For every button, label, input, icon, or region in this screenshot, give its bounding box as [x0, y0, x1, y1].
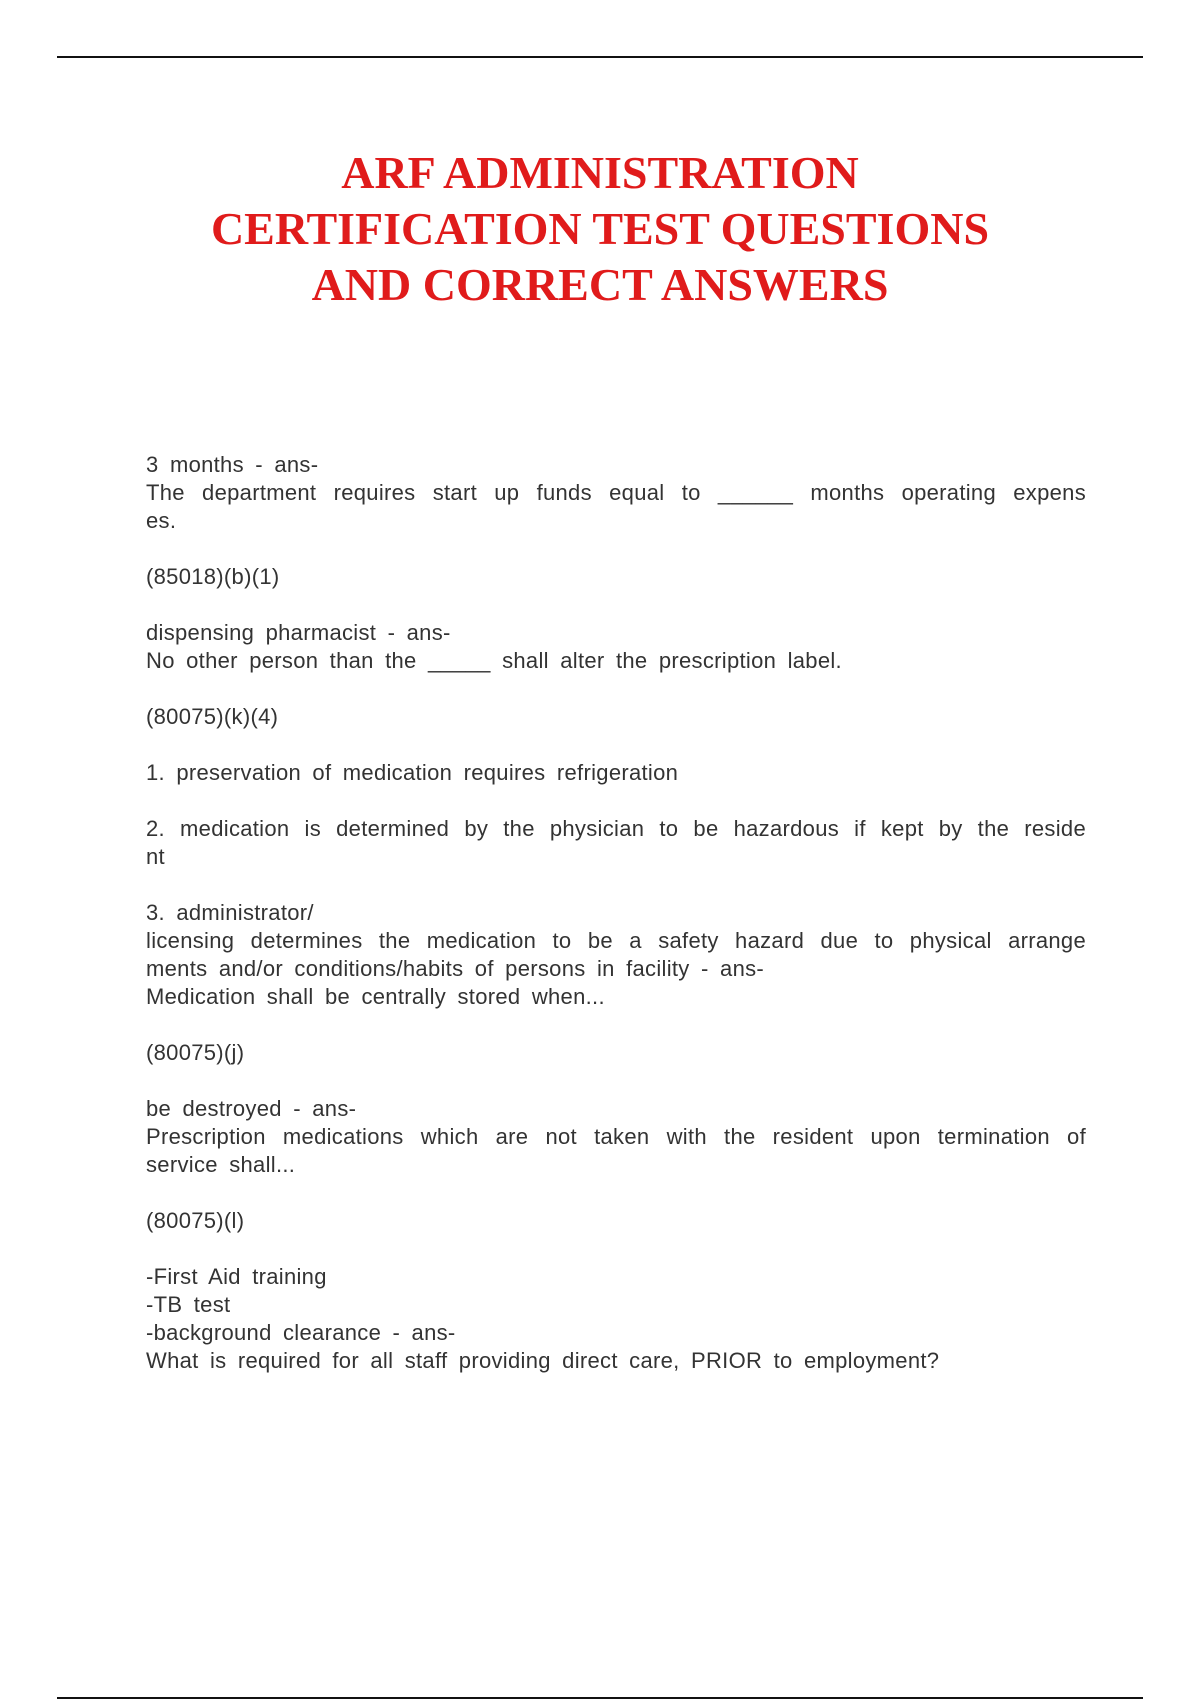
question-line: The department requires start up funds equal to ______ months operating expens [146, 480, 1086, 505]
reference-line: (80075)(k)(4) [146, 704, 279, 729]
reference-code-85018 [146, 563, 1086, 591]
reference-code-80075-k4 [146, 703, 1086, 731]
document-body [146, 451, 1086, 1375]
list-line: 2. medication is determined by the physician to be hazardous if kept by the reside [146, 816, 1086, 841]
flashcard-start-up-funds [146, 451, 1086, 535]
question-line: service shall... [146, 1152, 296, 1177]
title-line-2: CERTIFICATION TEST QUESTIONS [210, 203, 990, 254]
flashcard-staff-requirements [146, 1263, 1086, 1375]
reference-code-80075-l [146, 1207, 1086, 1235]
question-line: es. [146, 508, 177, 533]
list-item-hazardous [146, 815, 1086, 871]
top-rule [57, 56, 1143, 58]
reference-line: (85018)(b)(1) [146, 564, 280, 589]
document-title [100, 145, 1100, 313]
question-line: Prescription medications which are not taken with the resident upon termination of [146, 1124, 1086, 1149]
answer-line: ments and/or conditions/habits of persons in facility - ans- [146, 956, 765, 981]
reference-code-80075-j [146, 1039, 1086, 1067]
answer-line: -First Aid training [146, 1264, 327, 1289]
question-line: What is required for all staff providing direct care, PRIOR to employment? [146, 1348, 940, 1373]
answer-line: -background clearance - ans- [146, 1320, 456, 1345]
answer-line: -TB test [146, 1292, 231, 1317]
answer-line: licensing determines the medication to be a safety hazard due to physical arrange [146, 928, 1086, 953]
question-line: Medication shall be centrally stored when... [146, 984, 605, 1009]
title-line-3: AND CORRECT ANSWERS [311, 259, 889, 310]
list-item-refrigeration [146, 759, 1086, 787]
flashcard-destroyed [146, 1095, 1086, 1179]
list-line: 1. preservation of medication requires refrigeration [146, 760, 679, 785]
answer-line: dispensing pharmacist - ans- [146, 620, 451, 645]
flashcard-central-storage [146, 899, 1086, 1011]
flashcard-prescription-label [146, 619, 1086, 675]
title-line-1: ARF ADMINISTRATION [341, 147, 859, 198]
list-line: 3. administrator/ [146, 900, 314, 925]
bottom-rule [57, 1697, 1143, 1699]
question-line: No other person than the _____ shall alter the prescription label. [146, 648, 842, 673]
answer-line: be destroyed - ans- [146, 1096, 357, 1121]
list-line: nt [146, 844, 165, 869]
reference-line: (80075)(j) [146, 1040, 245, 1065]
answer-line: 3 months - ans- [146, 452, 319, 477]
reference-line: (80075)(l) [146, 1208, 245, 1233]
